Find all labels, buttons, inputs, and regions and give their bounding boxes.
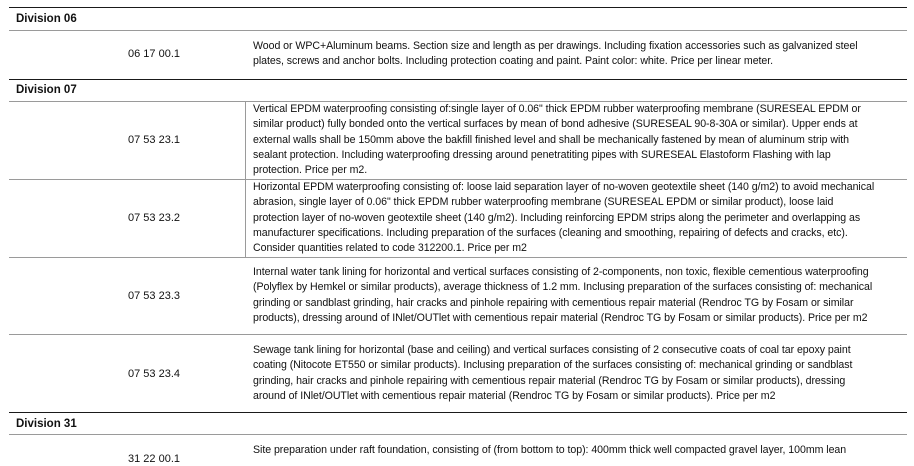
division-heading: Division 07 [16, 84, 77, 96]
division-heading: Division 31 [16, 418, 77, 430]
item-code: 06 17 00.1 [128, 48, 180, 60]
division-31-bottom-rule [9, 434, 907, 435]
item-description: Wood or WPC+Aluminum beams. Section size and length as per drawings. Including fixation accessories such as galvanized steel plates, screws and anchor bolts. Including protection coating and paint. Paint color: white. Price per linear meter. [253, 40, 858, 68]
row-separator [9, 257, 907, 258]
item-code: 07 53 23.2 [128, 212, 180, 224]
item-description: Site preparation under raft foundation, consisting of (from bottom to top): 400mm thick well compacted gravel layer, 100mm lean [253, 444, 847, 456]
row-separator [9, 334, 907, 335]
item-description: Horizontal EPDM waterproofing consisting of: loose laid separation layer of no-woven geotextile sheet (140 g/m2) to avoid mechanical abrasion, single layer of 0.06" thick EPDM rubber waterproofing membrane (SURESEAL EPDM or similar product), loose laid protection layer of no-woven geotextile sheet (140 g/m2). Including reinforcing EPDM strips along the perimeter and overlapping as manufacturer specifications. Including preparation of the surfaces (cleaning and smoothing, repairing of defects and cracks, etc). Consider quantities related to code 312200.1. Price per m2 [253, 181, 875, 255]
division-07-top-rule [9, 79, 907, 80]
division-06-bottom-rule [9, 30, 907, 31]
item-code: 07 53 23.3 [128, 290, 180, 302]
item-description: Internal water tank lining for horizontal and vertical surfaces consisting of 2-components, non toxic, flexible cementious waterproofing (Polyflex by Hemkel or similar products), average thickness of 1.2 mm. Inclusing preparation of the surfaces consisting of: mechanical grinding or sandblast grinding, hair cracks and pinhole repairing with cementious repair material (Rendroc TG by Fosam or similar products), dressing around of INlet/OUTlet with cementious repair material (Rendroc TG by Fosam or similar products). Price per m2 [253, 266, 873, 324]
division-06-top-rule [9, 7, 907, 8]
division-heading: Division 06 [16, 13, 77, 25]
item-code: 07 53 23.4 [128, 368, 180, 380]
division-31-top-rule [9, 412, 907, 413]
item-code: 07 53 23.1 [128, 134, 180, 146]
item-description: Sewage tank lining for horizontal (base and ceiling) and vertical surfaces consisting of 2 consecutive coats of coal tar epoxy paint coating (Nitocote ET550 or similar products). Inclusing preparation of the surfaces consisting of: mechanical grinding or sandblast grinding, hair cracks and pinhole repairing with cementious repair material (Rendroc TG by Fosam or similar products), dressing around of INlet/OUTlet with cementious repair material (Rendroc TG by Fosam or similar products). Price per m2 [253, 344, 853, 402]
item-code: 31 22 00.1 [128, 453, 180, 465]
item-description: Vertical EPDM waterproofing consisting of:single layer of 0.06" thick EPDM rubber waterproofing membrane (SURESEAL EPDM or similar product) fully bonded onto the vertical surfaces by mean of bond adhesive (SURESEAL 90-8-30A or similar). Upper ends at external walls shall be 150mm above the bakfill finished level and shall be mechanically fastened by mean of aluminum strip with sealant protection. Including waterproofing dressing around penetratiting pipes with SURESEAL Elastoform Flashing with lap protection. Price per m2. [253, 103, 861, 177]
column-divider [245, 101, 246, 257]
